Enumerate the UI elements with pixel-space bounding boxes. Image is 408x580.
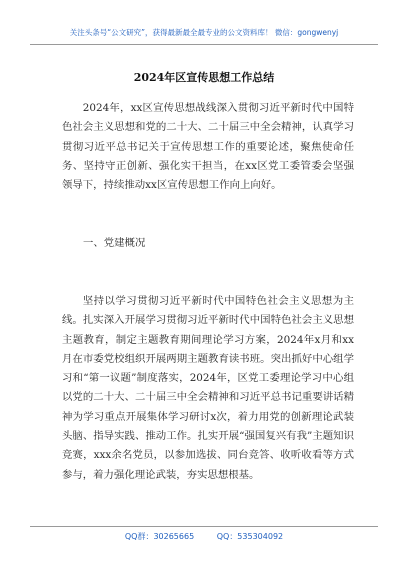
footer-qq-group: QQ群：30265665 bbox=[124, 532, 195, 541]
footer-divider bbox=[30, 526, 378, 527]
footer-contact bbox=[0, 531, 408, 542]
section-heading-party-building: 一、党建概况 bbox=[83, 237, 146, 249]
intro-paragraph: 2024年，xx区宣传思想战线深入贯彻习近平新时代中国特色社会主义思想和党的二十大、二十届三中全会精神，认真学习贯彻习近平总书记关于宣传思想工作的重要论述，聚焦使命任务、坚持守正创新、强化实干担当，在xx区党工委管委会坚强领导下，持续推动xx区宣传思想工作向上向好。 bbox=[62, 102, 354, 192]
footer-qq: QQ：535304092 bbox=[216, 532, 284, 541]
document-title: 2024年区宣传思想工作总结 bbox=[133, 71, 275, 84]
header-note: 关注头条号“公文研究”，获得最新最全最专业的公文资料库！ 微信：gongwenyj bbox=[69, 28, 339, 37]
header-divider bbox=[30, 44, 378, 45]
section-body-paragraph: 坚持以学习贯彻习近平新时代中国特色社会主义思想为主线。扎实深入开展学习贯彻习近平新时代中国特色社会主义思想主题教育，制定主题教育期间理论学习方案，2024年x月和xx月在市委党校组织开展两期主题教育读书班。突出抓好中心组学习和“第一议题”制度落实，2024年，区党工委理论学习中心组以党的二十大、二十届三中全会精神和习近平总书记重要讲话精神为学习重点开展集体学习研讨x次，着力用党的创新理论武装头脑、指导实践、推动工作。扎实开展“强国复兴有我”主题知识竞赛，xxx余名党员，以参加选拔、同台竞答、收听收看等方式参与，着力强化理论武装，夯实思想根基。 bbox=[62, 295, 354, 481]
